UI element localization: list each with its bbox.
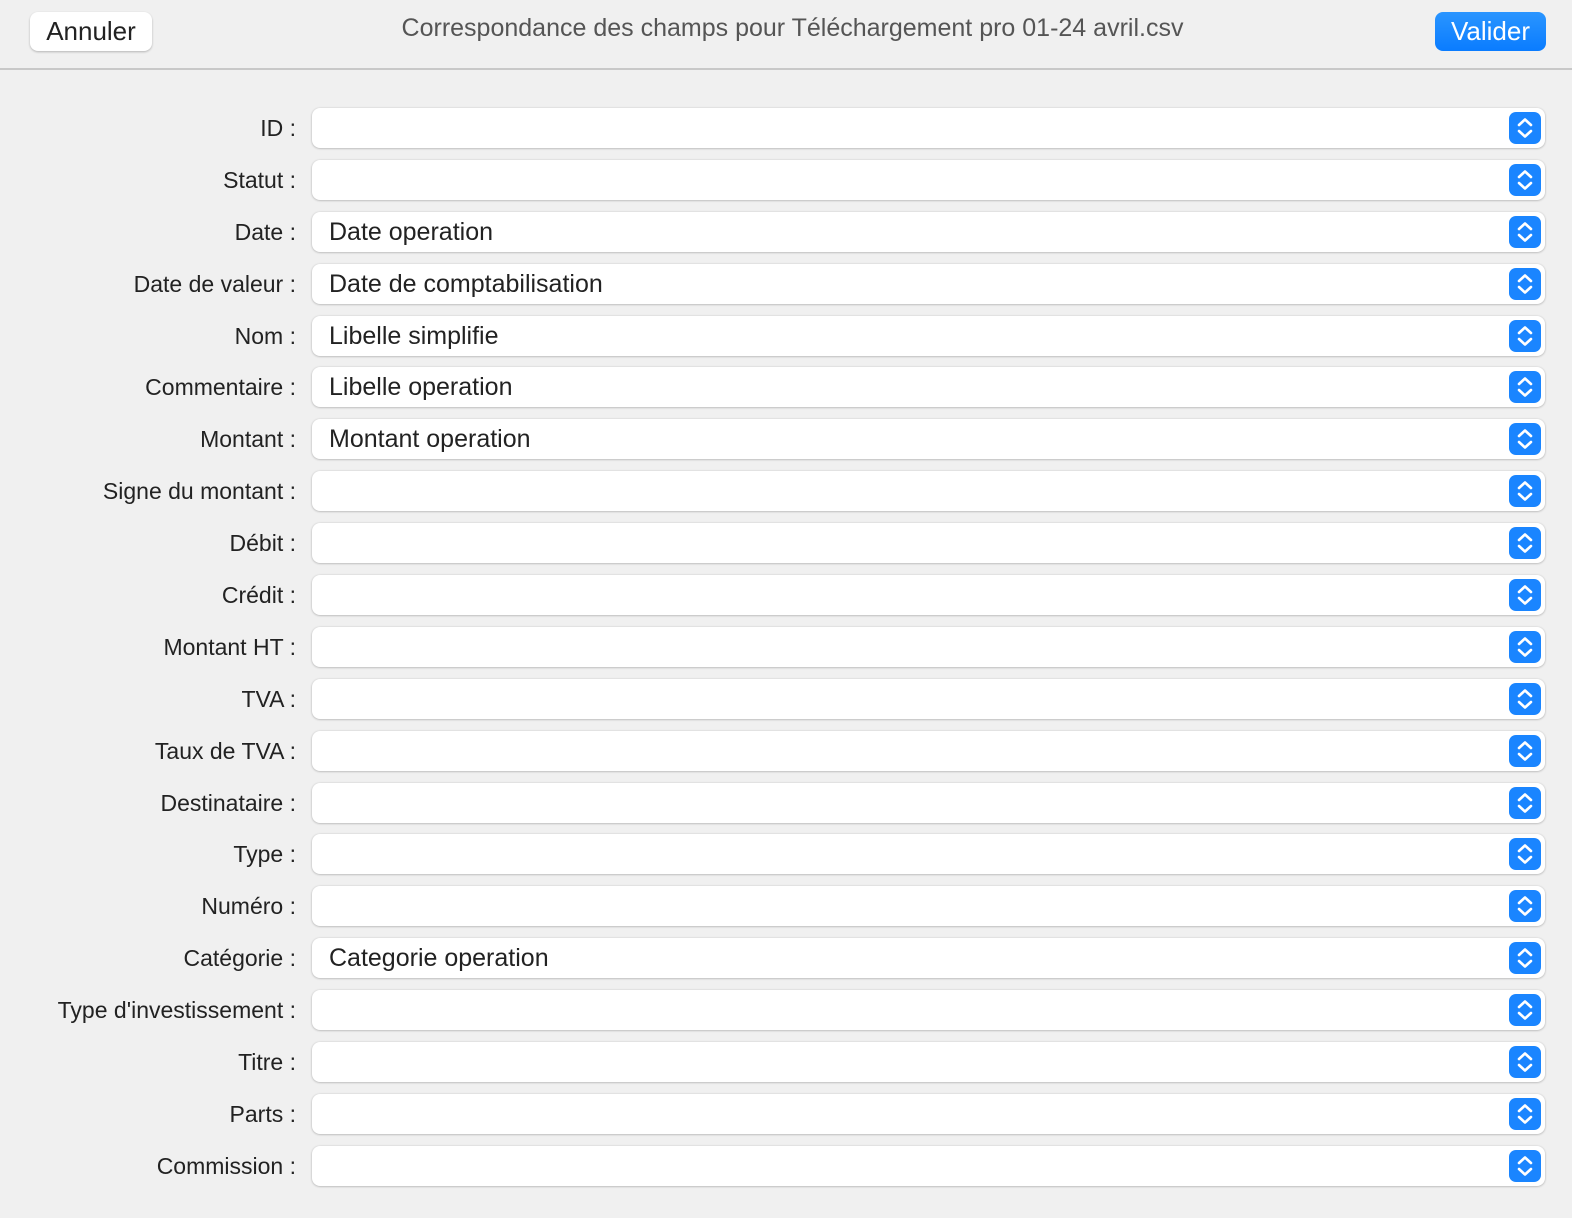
chevron-up-down-icon <box>1509 631 1541 663</box>
field-row <box>0 263 1572 315</box>
field-mapping-select[interactable] <box>312 938 1545 978</box>
field-label: Montant HT : <box>163 633 296 660</box>
field-label: Signe du montant : <box>102 478 296 505</box>
field-row <box>0 1145 1572 1197</box>
selected-column: Libelle simplifie <box>329 321 499 350</box>
field-label: Destinataire : <box>160 789 296 816</box>
field-mapping-select[interactable] <box>312 886 1545 926</box>
field-mapping-select[interactable] <box>312 731 1545 771</box>
field-row <box>0 730 1572 782</box>
field-label: Nom : <box>234 322 296 349</box>
selected-column: Date de comptabilisation <box>329 269 603 298</box>
chevron-up-down-icon <box>1509 320 1541 352</box>
chevron-up-down-icon <box>1509 838 1541 870</box>
field-mapping-select[interactable] <box>312 575 1545 615</box>
field-label: Montant : <box>200 426 296 453</box>
field-label: ID : <box>260 115 296 141</box>
selected-column: Montant operation <box>329 425 531 454</box>
field-row <box>0 315 1572 367</box>
field-mapping-select[interactable] <box>312 679 1545 719</box>
confirm-button[interactable]: Valider <box>1435 12 1546 51</box>
field-row <box>0 366 1572 418</box>
field-mapping-select[interactable] <box>312 1146 1545 1186</box>
field-mapping-select[interactable] <box>312 471 1545 511</box>
chevron-up-down-icon <box>1509 735 1541 767</box>
chevron-up-down-icon <box>1509 579 1541 611</box>
field-label: Date de valeur : <box>133 270 296 297</box>
field-row <box>0 107 1572 159</box>
chevron-up-down-icon <box>1509 1150 1541 1182</box>
selected-column: Date operation <box>329 217 494 246</box>
field-label: Catégorie : <box>183 945 296 972</box>
chevron-up-down-icon <box>1509 1046 1541 1078</box>
chevron-up-down-icon <box>1509 371 1541 403</box>
chevron-up-down-icon <box>1509 787 1541 819</box>
field-row <box>0 418 1572 470</box>
selected-column: Categorie operation <box>329 944 549 973</box>
field-mapping-select[interactable] <box>312 990 1545 1030</box>
field-mapping-select[interactable] <box>312 834 1545 874</box>
field-label: Type : <box>233 841 296 868</box>
field-mapping-list <box>0 107 1572 1197</box>
field-row <box>0 1041 1572 1093</box>
field-mapping-select[interactable] <box>312 316 1545 356</box>
dialog-title: Correspondance des champs pour Téléchargement pro 01-24 avril.csv <box>401 14 1184 42</box>
chevron-up-down-icon <box>1509 164 1541 196</box>
chevron-up-down-icon <box>1509 423 1541 455</box>
field-row <box>0 782 1572 834</box>
chevron-up-down-icon <box>1509 216 1541 248</box>
field-label: Statut : <box>223 166 296 193</box>
field-row <box>0 833 1572 885</box>
field-mapping-select[interactable] <box>312 627 1545 667</box>
chevron-up-down-icon <box>1509 527 1541 559</box>
field-row <box>0 211 1572 263</box>
field-label: Date : <box>234 218 296 245</box>
field-row <box>0 937 1572 989</box>
chevron-up-down-icon <box>1509 942 1541 974</box>
field-mapping-select[interactable] <box>312 523 1545 563</box>
field-mapping-select[interactable] <box>312 367 1545 407</box>
field-row <box>0 1093 1572 1145</box>
field-label: Type d'investissement : <box>57 997 296 1024</box>
field-label: Crédit : <box>221 582 296 609</box>
field-row <box>0 574 1572 626</box>
field-mapping-select[interactable] <box>312 264 1545 304</box>
field-label: Parts : <box>229 1100 296 1127</box>
field-row <box>0 989 1572 1041</box>
chevron-up-down-icon <box>1509 112 1541 144</box>
selected-column: Libelle operation <box>329 373 513 402</box>
field-mapping-select[interactable] <box>312 1094 1545 1134</box>
chevron-up-down-icon <box>1509 1098 1541 1130</box>
field-mapping-select[interactable] <box>312 419 1545 459</box>
field-mapping-select[interactable] <box>312 783 1545 823</box>
field-label: Titre : <box>238 1049 296 1076</box>
field-row <box>0 522 1572 574</box>
field-mapping-select[interactable] <box>312 108 1545 148</box>
field-label: Numéro : <box>201 893 296 920</box>
field-mapping-select[interactable] <box>312 1042 1545 1082</box>
dialog-header <box>0 0 1572 70</box>
chevron-up-down-icon <box>1509 890 1541 922</box>
field-row <box>0 678 1572 730</box>
field-row <box>0 470 1572 522</box>
chevron-up-down-icon <box>1509 994 1541 1026</box>
chevron-up-down-icon <box>1509 268 1541 300</box>
cancel-button[interactable]: Annuler <box>30 12 152 51</box>
field-row <box>0 626 1572 678</box>
field-label: Commentaire : <box>145 374 296 401</box>
field-mapping-select[interactable] <box>312 212 1545 252</box>
field-label: TVA : <box>241 685 296 712</box>
field-label: Débit : <box>229 530 296 557</box>
field-label: Commission : <box>156 1152 296 1179</box>
field-mapping-select[interactable] <box>312 160 1545 200</box>
chevron-up-down-icon <box>1509 683 1541 715</box>
field-row <box>0 159 1572 211</box>
field-row <box>0 885 1572 937</box>
chevron-up-down-icon <box>1509 475 1541 507</box>
field-label: Taux de TVA : <box>154 737 296 764</box>
